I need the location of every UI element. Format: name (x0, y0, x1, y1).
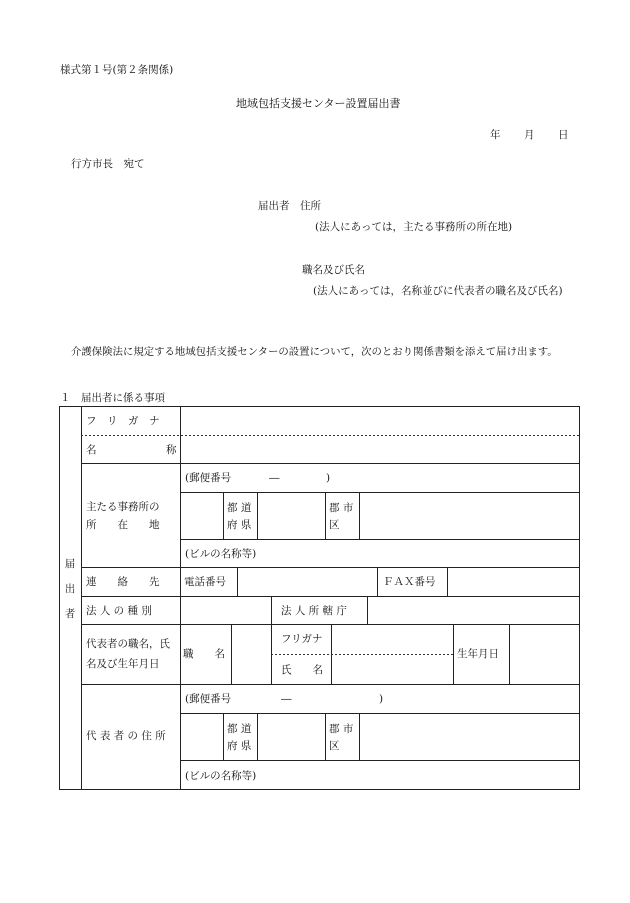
phone-field[interactable] (239, 569, 375, 594)
office-building: (ビルの名称等) (185, 548, 257, 560)
office-postal: (郵便番号 (185, 472, 232, 484)
rep-address-label: 代 表 者 の 住 所 (86, 730, 166, 742)
office-label-line2: 所 在 地 (86, 519, 160, 531)
rep-furigana-label: フリガナ (281, 633, 323, 645)
addressee: 行方市長 宛て (71, 158, 145, 170)
rep-pref-2: 府 県 (227, 740, 252, 752)
corp-type-label: 法 人 の 種 別 (86, 605, 152, 617)
furigana-field[interactable] (183, 408, 577, 433)
office-city-2: 区 (329, 519, 340, 531)
rep-label-line1: 代表者の職名，氏 (86, 638, 170, 650)
applicant-table (59, 406, 580, 790)
rep-postal: (郵便番号 (185, 693, 232, 705)
rep-name-label: 氏 名 (281, 664, 323, 676)
applicant-name-label: 職名及び氏名 (302, 264, 365, 276)
rep-city-1: 郡 市 (329, 723, 354, 735)
office-postal-dash: ― (269, 472, 280, 484)
fax-label: ＦＡＸ番号 (383, 576, 436, 588)
date-month: 月 (524, 129, 535, 141)
fax-field[interactable] (449, 569, 577, 594)
phone-label: 電話番号 (184, 576, 226, 588)
birth-label: 生年月日 (457, 648, 499, 660)
side-label-3: 者 (64, 608, 76, 620)
office-postal-close: ) (326, 472, 331, 484)
rep-postal-dash: ― (281, 693, 292, 705)
office-city-1: 郡 市 (329, 502, 354, 514)
authority-label: 法 人 所 轄 庁 (281, 605, 347, 617)
furigana-label: フ リ ガ ナ (86, 415, 160, 427)
applicant-address-note: (法人にあっては，主たる事務所の所在地) (315, 221, 513, 233)
body-text: 介護保険法に規定する地域包括支援センターの設置について，次のとおり関係書類を添えて届け出ます。 (71, 346, 558, 358)
applicant-address-label: 届出者 住所 (258, 200, 321, 212)
name-field[interactable] (183, 437, 577, 461)
office-pref-2: 府 県 (227, 519, 252, 531)
rep-building: (ビルの名称等) (185, 770, 257, 782)
name-label-right: 称 (166, 444, 177, 456)
date-day: 日 (558, 129, 569, 141)
rep-title-label: 職 名 (183, 648, 225, 660)
section-heading: １ 届出者に係る事項 (60, 392, 165, 404)
applicant-name-note: (法人にあっては，名称並びに代表者の職名及び氏名) (313, 285, 563, 297)
rep-label-line2: 名及び生年月日 (86, 658, 160, 670)
rep-postal-close: ) (379, 693, 384, 705)
office-label-line1: 主たる事務所の (86, 501, 160, 513)
office-pref-1: 都 道 (227, 502, 252, 514)
date-year: 年 (490, 129, 501, 141)
name-label-left: 名 (86, 444, 97, 456)
form-title: 地域包括支援センター設置届出書 (236, 97, 401, 110)
rep-city-2: 区 (329, 740, 340, 752)
contact-label: 連 絡 先 (86, 576, 160, 588)
side-label-2: 出 (64, 583, 76, 595)
side-label-1: 届 (64, 558, 76, 570)
rep-pref-1: 都 道 (227, 723, 252, 735)
form-number: 様式第１号(第２条関係) (60, 64, 174, 76)
